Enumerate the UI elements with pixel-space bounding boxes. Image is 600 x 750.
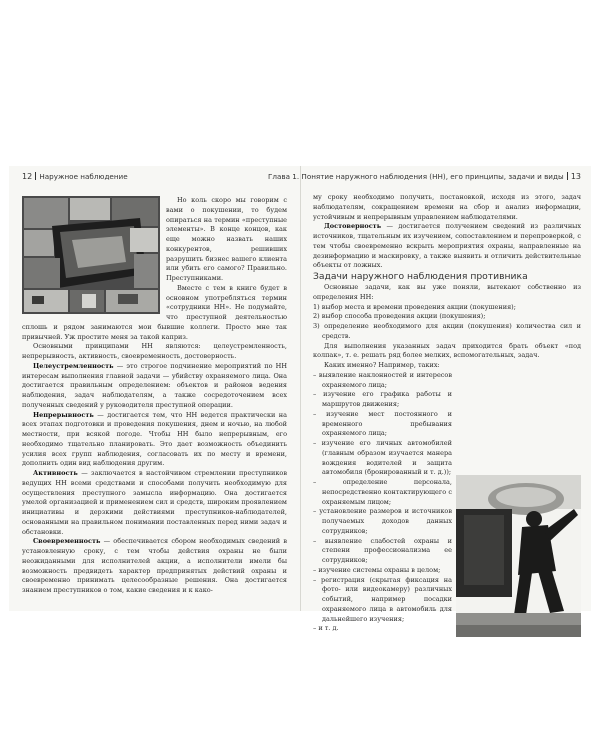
list-item: – изучение системы охраны в целом; <box>313 565 441 574</box>
term: Целеустремленность <box>33 361 114 370</box>
paragraph: Но коль скоро мы говорим с вами о покушении, то будем опираться на термин «преступные элементы». В конце концов, как еще можно назвать наших конкурентов, решивших разрушить бизнес вашего клиента или убить его самого? Правильно. Преступниками. <box>166 196 287 282</box>
right-page-header <box>268 172 581 181</box>
paragraph: Вместе с тем в книге будет в основном употребляться термин «сотрудники НН». Не подумайте, что преступной деятельностью сплошь и рядом занимаются мои бывшие коллеги. Просто мне так привычней. Уж простите меня за такой каприз. <box>22 283 287 341</box>
section-title: Задачи наружного наблюдения противника <box>313 271 528 282</box>
paragraph: Активность — заключается в настойчивом стремлении преступников ведущих НН всеми средствами и способами получить необходимую для осуществления преступного замысла информацию. Она достигается умелой организацией и применением сил и средств, широким проявлением инициативы и дерзкими действиями преступников-наблюдателей, основанными на правильном понимании поставленных перед ними задач и обстановки. <box>22 469 287 536</box>
paragraph: Для выполнения указанных задач приходится брать объект «под колпак», т. е. решать ряд более мелких, вспомогательных, задач. <box>313 341 581 360</box>
list-item: – изучение его личных автомобилей (главным образом изучается манера вождения водителей и защита автомобиля (бронированный и т. д.)); <box>313 439 452 477</box>
paragraph: Непрерывность — достигается тем, что НН ведется практически на всех этапах подготовки и проведения покушения, днем и ночью, на любой местности, при всякой погоде. Чтобы НН было непрерывным, его необходимо тщательно планировать. Это дает возможность объединить усилия всех групп наблюдения, согласовать их по месту и времени, дополнить один вид наблюдения другим. <box>22 410 287 468</box>
list-item: – определение персонала, непосредственно контактирующего с охраняемым лицом; <box>313 478 452 506</box>
bodyguard-image <box>456 475 581 637</box>
list-item: 2) выбор способа проведения акции (покушения); <box>313 312 486 321</box>
list-item: – изучение мест постоянного и временного пребывания охраняемого лица; <box>313 409 452 438</box>
book-gutter <box>300 166 301 611</box>
left-page-header <box>22 172 128 181</box>
right-photo <box>456 475 581 637</box>
list-item: 1) выбор места и времени проведения акции (покушения); <box>313 302 516 311</box>
term: Непрерывность <box>33 410 94 419</box>
paragraph: Целеустремленность — это строгое подчинение мероприятий по НН интересам выполнения главной задачи — убийству охраняемого лица. Она достигается правильным определением: объектов и районов ведения наблюдения, задач наблюдателям, а также сосредоточением всех полученных сведений у руководителя преступной операции. <box>22 361 287 409</box>
left-photo <box>22 196 160 314</box>
right-running-title: Глава 1. Понятие наружного наблюдения (НН), его принципы, задачи и виды <box>267 172 564 181</box>
left-page-body <box>22 196 287 596</box>
list-item: 3) определение необходимого для акции (покушения) количества сил и средств. <box>313 322 581 340</box>
list-item: – выявление слабостей охраны и степени профессионализма ее сотрудников; <box>313 536 452 564</box>
list-item: – регистрация (скрытая фиксация на фото- или видеокамеру) различных событий, например посадки охраняемого лица в автомобиль для дальнейшего изучения; <box>313 575 452 623</box>
paragraph: Каких именно? Например, таких: <box>324 361 440 369</box>
term: Активность <box>33 469 78 477</box>
term: Своевременность <box>33 537 101 546</box>
left-page-number: 12 <box>22 172 33 181</box>
paragraph: Основные задачи, как вы уже поняли, вытекают собственно из определения НН: <box>313 283 581 301</box>
header-divider <box>35 172 36 180</box>
header-divider <box>567 172 568 180</box>
numbered-list <box>313 303 581 342</box>
list-item: – установление размеров и источников получаемых доходов данных сотрудников; <box>313 507 452 535</box>
list-item: – изучение его графика работы и маршрутов движения; <box>313 390 452 408</box>
right-page-body <box>313 193 581 637</box>
list-item: – и т. д. <box>313 624 339 633</box>
left-running-title: Наружное наблюдение <box>39 172 128 181</box>
paragraph: му сроку необходимо получить, постановкой, исходя из этого, задач наблюдателям, сокращением времени на сбор и анализ информации, устойчивым и непрерывным управлением наблюдателями. <box>313 193 581 221</box>
paragraph: Достоверность — достигается получением сведений из различных источников, тщательным их изучением, сопоставлением и перепроверкой, с тем чтобы своевременно вскрыть мероприятия охраны, направленные на дезинформацию и маскировку, а также выявить и отличить действительные объекты от ложных. <box>313 222 581 270</box>
term: Достоверность <box>324 222 382 231</box>
paragraph: Основными принципами НН являются: целеустремленность, непрерывность, активность, своевременность, достоверность. <box>22 342 287 360</box>
right-page-number: 13 <box>570 172 581 181</box>
paragraph: Своевременность — обеспечивается сбором необходимых сведений в установленную сроку, с тем чтобы действия охраны не были неожиданными для исполнителей акции, а исполнители имели бы возможность предвидеть характер предпринятых действий охраны и своевременно принимать целесообразные решения. Она достигается знанием преступников о том, какие сведения и к како- <box>22 537 287 594</box>
surveillance-collage-image <box>22 196 160 314</box>
list-item: – выявление наклонностей и интересов охраняемого лица; <box>313 370 452 389</box>
